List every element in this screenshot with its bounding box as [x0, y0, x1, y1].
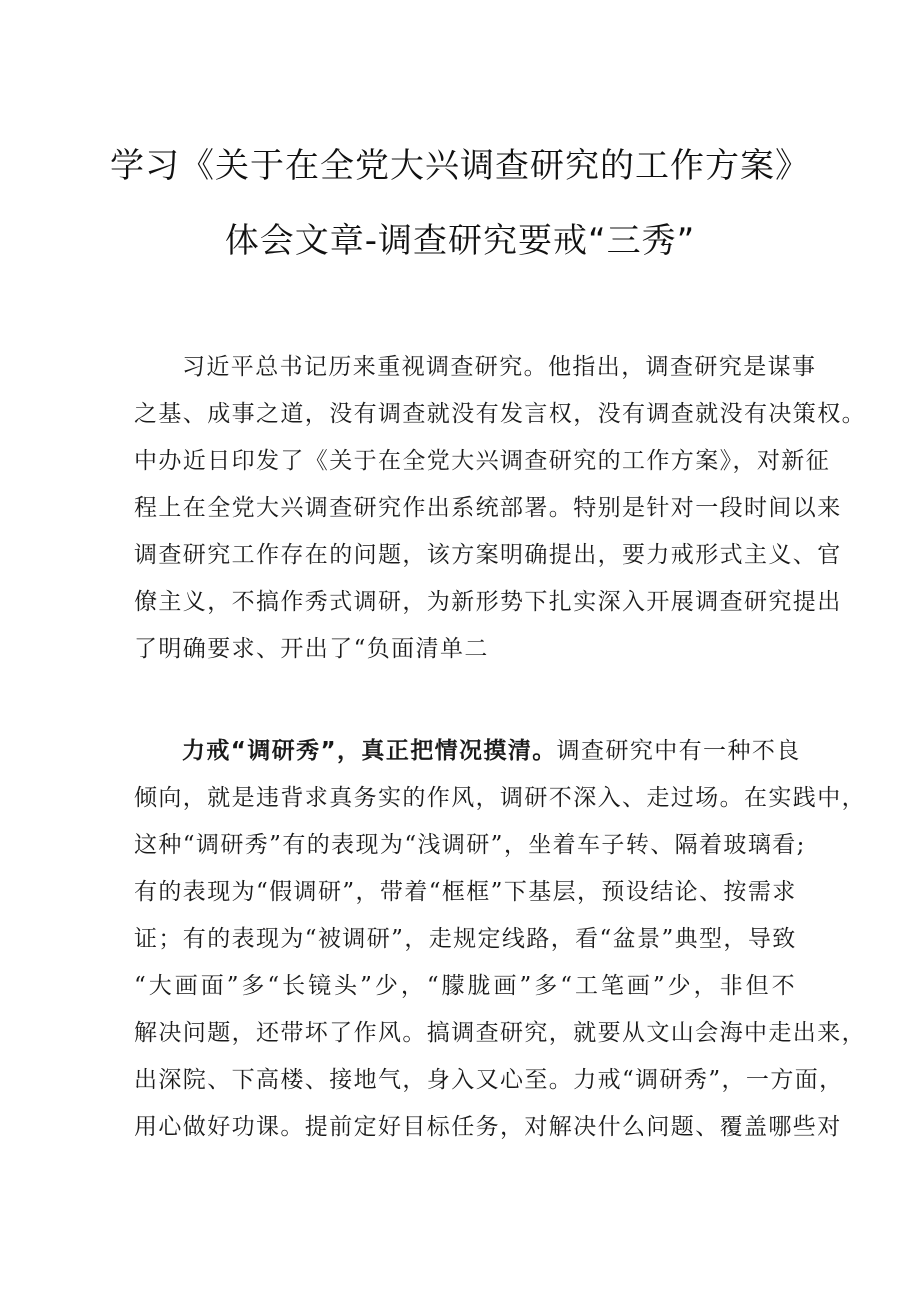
- document-title-line-1: 学习《关于在全党大兴调查研究的工作方案》: [110, 146, 810, 186]
- paragraph-line: 这种“调研秀”有的表现为“浅调研”，坐着车子转、隔着玻璃看;: [134, 832, 806, 858]
- paragraph-line: 之基、成事之道，没有调查就没有发言权，没有调查就没有决策权。: [134, 401, 866, 427]
- paragraph-line: 解决问题，还带坏了作风。搞调查研究，就要从文山会海中走出来，: [134, 1020, 866, 1046]
- document-title-line-2: 体会文章-调查研究要戒“三秀”: [224, 221, 696, 261]
- paragraph-line: 倾向，就是违背求真务实的作风，调研不深入、走过场。在实践中，: [134, 785, 866, 811]
- paragraph-line: 了明确要求、开出了“负面清单二: [134, 636, 489, 662]
- paragraph-line: 证；有的表现为“被调研”，走规定线路，看“盆景”典型，导致: [134, 926, 797, 952]
- paragraph-line: 僚主义，不搞作秀式调研，为新形势下扎实深入开展调查研究提出: [134, 589, 842, 615]
- paragraph-first-line: [134, 728, 801, 775]
- paragraph-line: 有的表现为“假调研”，带着“框框”下基层，预设结论、按需求: [134, 879, 797, 905]
- paragraph-line: 中办近日印发了《关于在全党大兴调查研究的工作方案》，对新征: [134, 448, 831, 474]
- paragraph-intro: [134, 344, 866, 673]
- paragraph-line-rest: 调查研究中有一种不良: [556, 738, 801, 764]
- paragraph-research-show: [134, 728, 866, 1151]
- paragraph-line: 用心做好功课。提前定好目标任务，对解决什么问题、覆盖哪些对: [134, 1114, 842, 1140]
- paragraph-line: 习近平总书记历来重视调查研究。他指出，调查研究是谋事: [182, 354, 817, 380]
- paragraph-lead-heading: 力戒“调研秀”，真正把情况摸清。: [182, 738, 557, 764]
- paragraph-line: 程上在全党大兴调查研究作出系统部署。特别是针对一段时间以来: [134, 495, 842, 521]
- paragraph-line: 出深院、下高楼、接地气，身入又心至。力戒“调研秀”，一方面，: [134, 1067, 844, 1093]
- paragraph-line: “大画面”多“长镜头”少，“朦胧画”多“工笔画”少，非但不: [134, 973, 796, 999]
- paragraph-line: 调查研究工作存在的问题，该方案明确提出，要力戒形式主义、官: [134, 542, 842, 568]
